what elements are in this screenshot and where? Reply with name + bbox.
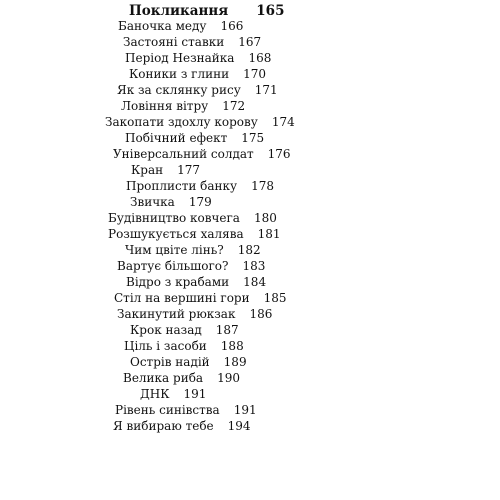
toc-entry-page: 180 xyxy=(253,211,277,225)
toc-entry-page: 184 xyxy=(243,275,267,289)
toc-entry-page: 176 xyxy=(267,147,291,161)
toc-entry-title: Коники з глини xyxy=(129,67,230,81)
toc-entry xyxy=(130,323,239,337)
toc-entry xyxy=(123,371,240,385)
toc-entry xyxy=(121,99,245,113)
toc-entry xyxy=(124,339,244,353)
toc-entry xyxy=(123,35,261,49)
toc-entry-page: 179 xyxy=(188,195,212,209)
toc-entry xyxy=(130,195,212,209)
toc-entry xyxy=(118,19,243,33)
toc-entry xyxy=(105,115,295,129)
toc-entry xyxy=(114,291,287,305)
toc-entry-title: Рівень синівства xyxy=(115,403,220,417)
toc-entry-page: 167 xyxy=(238,35,262,49)
toc-entry xyxy=(117,83,278,97)
toc-entry-title: Ловіння вітру xyxy=(121,99,209,113)
toc-entry-title: Розшукується халява xyxy=(108,227,244,241)
toc-entry-page: 174 xyxy=(271,115,295,129)
toc-entry xyxy=(126,275,266,289)
toc-entry-title: Проплисти банку xyxy=(126,179,238,193)
toc-entry xyxy=(117,307,272,321)
toc-entry-title: Я вибираю тебе xyxy=(113,419,214,433)
toc-entry-page: 191 xyxy=(183,387,207,401)
toc-entry-title: Велика риба xyxy=(123,371,204,385)
toc-entry-title: Ціль і засоби xyxy=(124,339,207,353)
toc-entry-title: Як за склянку рису xyxy=(117,83,241,97)
toc-entry xyxy=(115,403,257,417)
toc-entry-page: 165 xyxy=(256,3,285,19)
toc-entry-title: Стіл на вершині гори xyxy=(114,291,250,305)
toc-entry-page: 191 xyxy=(233,403,257,417)
toc-entry xyxy=(108,227,281,241)
toc-entry-page: 181 xyxy=(257,227,281,241)
toc-entry-title: Застояні ставки xyxy=(123,35,225,49)
toc-entry-page: 186 xyxy=(249,307,273,321)
toc-entry xyxy=(125,243,261,257)
toc-entry-title: Крок назад xyxy=(130,323,202,337)
toc-entry-title: Період Незнайка xyxy=(125,51,235,65)
toc-entry-page: 182 xyxy=(237,243,261,257)
toc-entry-page: 178 xyxy=(251,179,275,193)
toc-entry xyxy=(125,51,271,65)
toc-entry-title: Побічний ефект xyxy=(125,131,228,145)
toc-entry-page: 171 xyxy=(254,83,278,97)
toc-entry-page: 190 xyxy=(217,371,240,385)
toc-entry-page: 172 xyxy=(222,99,246,113)
toc-entry-page: 168 xyxy=(248,51,272,65)
toc-entry xyxy=(140,387,206,401)
toc-entry xyxy=(131,163,200,177)
toc-entry-title: Острів надій xyxy=(130,355,210,369)
toc-entry xyxy=(108,211,277,225)
toc-entry-page: 194 xyxy=(227,419,251,433)
toc-entry-title: Закинутий рюкзак xyxy=(117,307,236,321)
toc-entry-title: Кран xyxy=(131,163,164,177)
toc-entry-page: 177 xyxy=(177,163,201,177)
toc-entry xyxy=(126,179,274,193)
toc-entry xyxy=(113,419,251,433)
toc-entry-page: 170 xyxy=(243,67,266,81)
toc-entry-page: 175 xyxy=(241,131,265,145)
toc-entry-page: 188 xyxy=(220,339,244,353)
toc-entry-title: Покликання xyxy=(129,3,229,19)
toc-entry-page: 187 xyxy=(215,323,239,337)
toc-entry-page: 185 xyxy=(263,291,287,305)
toc-entry xyxy=(125,131,264,145)
toc-entry xyxy=(129,67,266,81)
toc-entry-title: Універсальний солдат xyxy=(113,147,254,161)
toc-entry-page: 166 xyxy=(220,19,244,33)
toc-heading xyxy=(129,3,284,19)
toc-entry-title: ДНК xyxy=(140,387,170,401)
toc-entry-page: 183 xyxy=(242,259,266,273)
toc-entry xyxy=(117,259,265,273)
toc-entry-title: Закопати здохлу корову xyxy=(105,115,258,129)
toc-entry xyxy=(130,355,247,369)
toc-entry-title: Чим цвіте лінь? xyxy=(125,243,224,257)
toc-entry-title: Будівництво ковчега xyxy=(108,211,240,225)
toc-entry-title: Вартує більшого? xyxy=(117,259,229,273)
toc-entry-page: 189 xyxy=(223,355,247,369)
toc-entry xyxy=(113,147,291,161)
toc-entry-title: Відро з крабами xyxy=(126,275,230,289)
toc-entry-title: Баночка меду xyxy=(118,19,207,33)
toc-entry-title: Звичка xyxy=(130,195,175,209)
